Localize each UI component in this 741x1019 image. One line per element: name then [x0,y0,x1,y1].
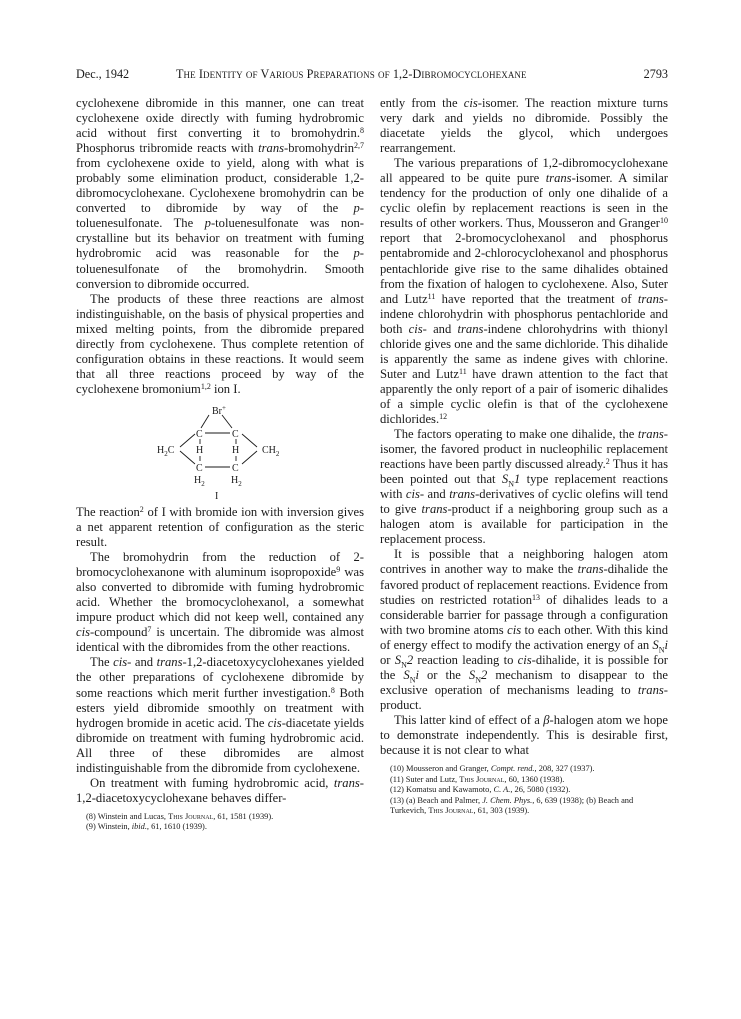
paragraph: On treatment with fuming hydrobromic acid, trans-1,2-diacetoxycyclohexane behaves differ- [76,775,364,805]
paragraph: The bromohydrin from the reduction of 2-bromocyclohexanone with aluminum isopropoxide$^9$ was also converted to dibromide with fuming hydrobromic acid. Whether the bromocyclohexanol, a somewhat impure product which did not keep well, contained any cis-compound$^7$ is uncertain. The dibromide was almost identical with the dibromides from the other reactions. [76,550,364,655]
svg-text:H2C: $H_2C$ [157,444,175,458]
paragraph: The factors operating to make one dihalide, the trans-isomer, the favored product in nucleophilic replacement reactions have been partly discussed already.$^2$ Thus it has been pointed out that $S_N1$ type replacement reactions with cis- and trans-derivatives of cyclic olefins will tend to give trans-product if a neighboring group such as a halogen atom is available for participation in the replacement process. [380,427,668,547]
paragraph: The reaction$^2$ of I with bromide ion with inversion gives a net apparent retention of configuration as the steric result. [76,504,364,550]
svg-text:C: C [196,462,203,474]
footnote-12: (12) Komatsu and Kawamoto, C. A., 26, 5080 (1932). [390,785,571,795]
footnotes [380,764,668,817]
paragraph: The various preparations of 1,2-dibromocyclohexane all appeared to be quite pure trans-isomer. A similar tendency for the production of only one dihalide of a cyclic olefin by replacement reactions is seen in the results of other workers. Thus, Mousseron and Granger$^{10}$ report that 2-bromocyclohexanol and phosphorus pentabromide and 2-chlorocyclohexanol and phosphorus pentachloride give rise to the same dihalides obtained from the fixation of halogen to cyclohexene. Also, Suter and Lutz$^{11}$ have reported that the treatment of trans-indene chlorohydrin with phosphorus pentachloride and both cis- and trans-indene chlorohydrins with thionyl chloride gives one and the same dichloride. This dihalide is apparently the same as indene gives with chlorine. Suter and Lutz$^{11}$ have drawn attention to the fact that apparently the only report of a pair of isomeric dihalides of a simple cyclic olefin is that of the cyclohexene dichlorides.$^{12}$ [380,156,668,426]
paragraph: ently from the cis-isomer. The reaction mixture turns very dark and yields no dibromide. Possibly the diacetate yields the glycol, which undergoes rearrangement. [380,96,668,156]
svg-text:H2: $H_2$ [231,474,242,488]
issue-date: Dec., 1942 [76,67,130,81]
footnote-9: (9) Winstein, ibid., 61, 1610 (1939). [86,822,207,832]
svg-text:C: C [232,462,239,474]
svg-text:H: H [232,444,240,456]
footnote-13: (13) (a) Beach and Palmer, J. Chem. Phys., 6, 639 (1938); (b) Beach and Turkevich, This Journal, 61, 303 (1939). [390,795,634,816]
right-column [380,96,668,817]
running-header [76,66,668,82]
page-number: 2793 [643,67,668,81]
structure-label: I [215,490,219,502]
paragraph: This latter kind of effect of a β-halogen atom we hope to demonstrate independently. This is desirable first, because it is not clear to what [380,712,669,758]
svg-text:H2: $H_2$ [194,474,205,488]
footnotes [76,812,364,833]
svg-text:C: C [232,428,239,440]
left-column [76,96,364,833]
bromonium-ion-structure [76,401,364,503]
footnote-8: (8) Winstein and Lucas, This Journal, 61, 1581 (1939). [86,811,274,821]
svg-text:H: H [196,444,204,456]
svg-text:CH2: $CH_2$ [262,444,280,458]
footnote-11: (11) Suter and Lutz, This Journal, 60, 1360 (1938). [390,774,565,784]
footnote-10: (10) Mousseron and Granger, Compt. rend., 208, 327 (1937). [390,764,595,774]
paragraph: The products of these three reactions are almost indistinguishable, on the basis of physical properties and mixed melting points, from the dibromide prepared directly from cyclohexene. Thus complete retention of configuration obtains in these reactions. It would seem that all three reactions proceed by way of the cyclohexene bromonium$^{1,2}$ ion I. [76,291,364,396]
svg-text:C: C [196,428,203,440]
running-title: The Identity of Various Preparations of 1,2-Dibromocyclohexane [176,67,527,81]
paragraph: cyclohexene dibromide in this manner, one can treat cyclohexene oxide directly with fuming hydrobromic acid without first converting it to bromohydrin.$^8$ Phosphorus tribromide reacts with trans-bromohydrin$^{2,7}$ from cyclohexene oxide to yield, along with what is probably some elimination product, considerable 1,2-dibromocyclohexane. Cyclohexene bromohydrin can be converted to dibromide by way of the p-toluenesulfonate. The p-toluenesulfonate was non-crystalline but its behavior on treatment with fuming hydrobromic acid was reasonable for the p-toluenesulfonate of the bromohydrin. Smooth conversion to dibromide occurred. [76,96,364,291]
paragraph: The cis- and trans-1,2-diacetoxycyclohexanes yielded the other preparations of cyclohexene dibromide by some reactions which merit further investigation.$^8$ Both esters yield dibromide smoothly on treatment with hydrogen bromide in acetic acid. The cis-diacetate yields dibromide on treatment with fuming hydrobromic acid. All three of these dibromides are almost indistinguishable from the dibromide from cyclohexene. [76,655,365,775]
structure-br-label: Br+ [212,403,226,417]
paragraph: It is possible that a neighboring halogen atom contrives in another way to make the trans-dihalide the favored product of replacement reactions. Evidence from studies on restricted rotation$^{13}$ of dihalides leads to a considerable barrier for passage through a configuration with two bromine atoms cis to each other. With this kind of energy effect to modify the activation energy of an $S_Ni$ or $S_N2$ reaction leading to cis-dihalide, it is possible for the $S_Ni$ or the $S_N2$ mechanism to disappear to the exclusive operation of mechanisms leading to trans-product. [380,547,668,712]
